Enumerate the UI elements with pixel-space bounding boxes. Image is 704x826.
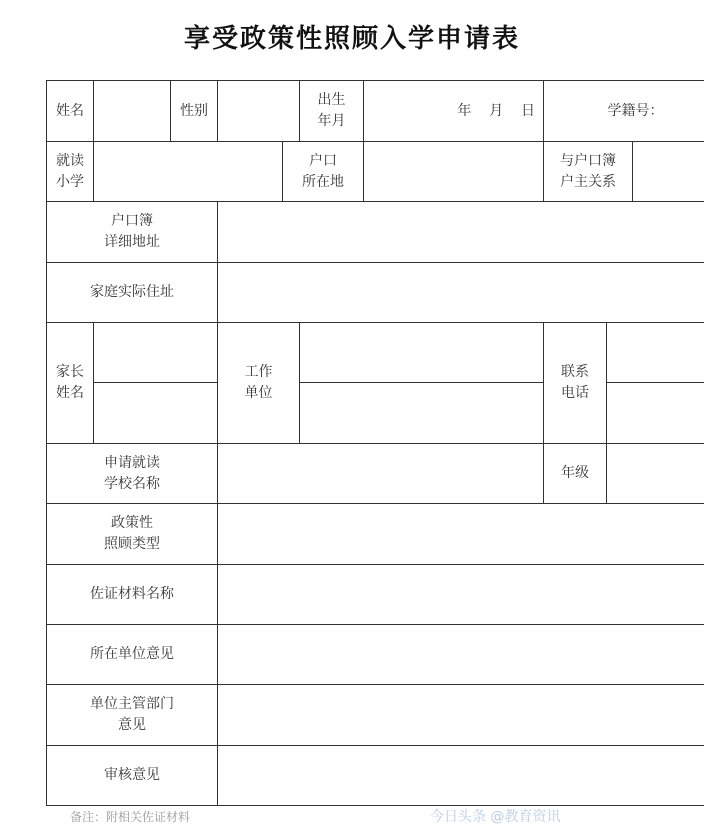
work-unit-label: 工作 单位 bbox=[218, 323, 300, 444]
unit-opinion-label: 所在单位意见 bbox=[47, 625, 218, 685]
review-opinion-label: 审核意见 bbox=[47, 746, 218, 806]
parent-name-field-1[interactable] bbox=[94, 323, 218, 383]
parent-name-field-2[interactable] bbox=[94, 383, 218, 444]
hukou-address-label: 户口簿 详细地址 bbox=[47, 202, 218, 263]
work-unit-field-2[interactable] bbox=[300, 383, 544, 444]
row-review-opinion bbox=[47, 746, 704, 806]
school-label: 就读 小学 bbox=[47, 142, 94, 202]
row-parent-1 bbox=[47, 323, 704, 383]
row-dept-opinion bbox=[47, 685, 704, 746]
relation-field[interactable] bbox=[633, 142, 704, 202]
home-address-label: 家庭实际住址 bbox=[47, 263, 218, 323]
phone-label: 联系 电话 bbox=[544, 323, 607, 444]
work-unit-field-1[interactable] bbox=[300, 323, 544, 383]
dept-opinion-field[interactable] bbox=[218, 685, 704, 746]
hukou-address-field[interactable] bbox=[218, 202, 704, 263]
application-form-table bbox=[46, 80, 704, 806]
watermark: 今日头条 @教育资讯 bbox=[430, 806, 560, 826]
phone-field-2[interactable] bbox=[607, 383, 704, 444]
evidence-field[interactable] bbox=[218, 565, 704, 625]
row-evidence bbox=[47, 565, 704, 625]
parent-name-label: 家长 姓名 bbox=[47, 323, 94, 444]
hukou-location-label: 户口 所在地 bbox=[283, 142, 364, 202]
birth-label: 出生 年月 bbox=[300, 81, 364, 142]
footer-note: 备注：附相关佐证材料 bbox=[70, 808, 190, 825]
review-opinion-field[interactable] bbox=[218, 746, 704, 806]
evidence-label: 佐证材料名称 bbox=[47, 565, 218, 625]
row-policy-type bbox=[47, 504, 704, 565]
row-basic-info bbox=[47, 81, 704, 142]
relation-label: 与户口簿 户主关系 bbox=[544, 142, 633, 202]
row-school bbox=[47, 142, 704, 202]
apply-school-label: 申请就读 学校名称 bbox=[47, 444, 218, 504]
gender-label: 性别 bbox=[171, 81, 218, 142]
row-home-address bbox=[47, 263, 704, 323]
phone-field-1[interactable] bbox=[607, 323, 704, 383]
unit-opinion-field[interactable] bbox=[218, 625, 704, 685]
hukou-location-field[interactable] bbox=[364, 142, 544, 202]
name-field[interactable] bbox=[94, 81, 171, 142]
grade-label: 年级 bbox=[544, 444, 607, 504]
birth-date-field[interactable]: 年 月 日 bbox=[364, 81, 544, 142]
row-hukou-address bbox=[47, 202, 704, 263]
grade-field[interactable] bbox=[607, 444, 704, 504]
school-field[interactable] bbox=[94, 142, 283, 202]
row-unit-opinion bbox=[47, 625, 704, 685]
form-title: 享受政策性照顾入学申请表 bbox=[0, 18, 704, 55]
gender-field[interactable] bbox=[218, 81, 300, 142]
home-address-field[interactable] bbox=[218, 263, 704, 323]
apply-school-field[interactable] bbox=[218, 444, 544, 504]
policy-type-field[interactable] bbox=[218, 504, 704, 565]
student-id-field[interactable]: 学籍号： bbox=[544, 81, 704, 142]
policy-type-label: 政策性 照顾类型 bbox=[47, 504, 218, 565]
name-label: 姓名 bbox=[47, 81, 94, 142]
dept-opinion-label: 单位主管部门 意见 bbox=[47, 685, 218, 746]
row-apply-school bbox=[47, 444, 704, 504]
